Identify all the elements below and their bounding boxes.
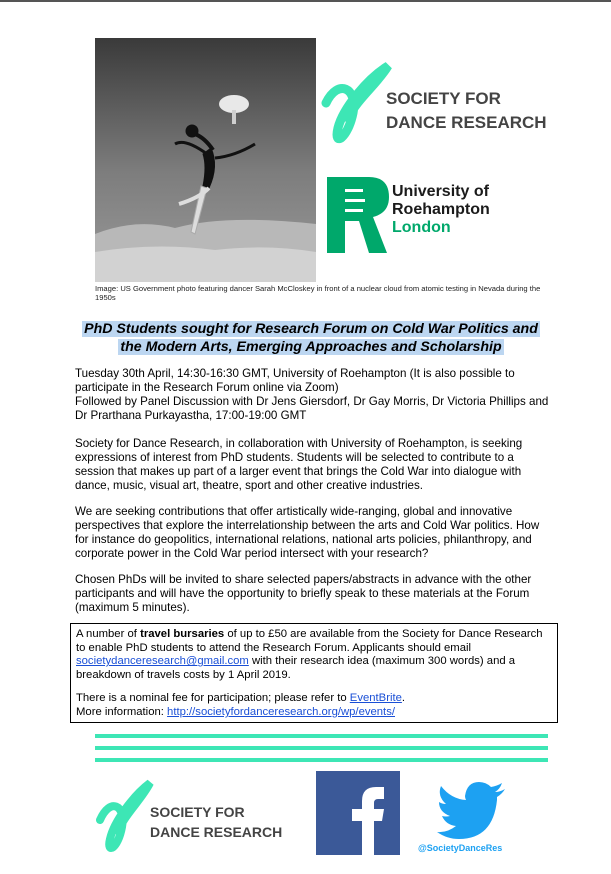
uni-line3: London xyxy=(392,219,451,236)
uni-line1: University of xyxy=(392,183,489,200)
top-rule xyxy=(0,0,611,2)
roehampton-logo-text xyxy=(392,183,490,237)
sdr-logo-line2: DANCE RESEARCH xyxy=(386,113,547,132)
email-link[interactable]: societydanceresearch@gmail.com xyxy=(76,655,249,668)
twitter-handle[interactable]: @SocietyDanceRes xyxy=(418,843,503,853)
headline-line2: the Modern Arts, Emerging Approaches and Scholarship xyxy=(120,339,502,355)
sdr-logo xyxy=(318,58,558,158)
para-intro: Society for Dance Research, in collaboration with University of Roehampton, is seeking expressions of interest from PhD students. Students will be selected to contribute to a session that makes up part of a larger event that brings the Cold War into dialogue with dance, music, visual art, theatre, sport and other creative industries. xyxy=(75,437,523,492)
headline xyxy=(76,320,546,356)
event-details xyxy=(75,367,555,423)
accent-stripes xyxy=(95,734,548,770)
details-line1: Tuesday 30th April, 14:30-16:30 GMT, University of Roehampton (It is also possible to participate in the Research Forum online via Zoom) xyxy=(75,367,515,394)
footer-sdr-logo xyxy=(92,775,302,857)
footer-sdr-line1: SOCIETY FOR xyxy=(150,804,245,820)
bursary-text: A number of travel bursaries of up to £50 are available from the Society for Dance Research to enable PhD students to attend the Research Forum. Applicants should email societydanceresearch@gmail.com with their research idea (maximum 300 words) and a breakdown of travels costs by 1 April 2019. xyxy=(76,628,543,681)
fee-line: There is a nominal fee for participation; please refer to EventBrite. xyxy=(76,692,406,705)
footer-sdr-line2: DANCE RESEARCH xyxy=(150,824,283,840)
more-info-line: More information: http://societyfordanceresearch.org/wp/events/ xyxy=(76,705,395,718)
facebook-icon[interactable] xyxy=(316,771,400,855)
uni-line2: Roehampton xyxy=(392,201,490,218)
details-line2: Followed by Panel Discussion with Dr Jens Giersdorf, Dr Gay Morris, Dr Victoria Phillips and Dr Prarthana Purkayastha, 17:00-19:00 GMT xyxy=(75,395,549,422)
headline-line1: PhD Students sought for Research Forum on Cold War Politics and xyxy=(84,321,538,337)
para-contributions: We are seeking contributions that offer artistically wide-ranging, global and innovative perspectives that explore the interrelationship between the arts and Cold War politics. How for instance do geopolitics, international relations, national arts policies, philanthropy, and corporate power in the Cold War period intersect with your research? xyxy=(75,505,540,560)
dancer-photo xyxy=(95,38,316,282)
photo-caption: Image: US Government photo featuring dancer Sarah McCloskey in front of a nuclear cloud from atomic testing in Nevada during the 1950s xyxy=(95,284,541,302)
eventbrite-link[interactable]: EventBrite xyxy=(349,692,402,705)
sdr-logo-line1: SOCIETY FOR xyxy=(386,89,501,108)
bursary-box xyxy=(70,623,558,723)
para-chosen: Chosen PhDs will be invited to share selected papers/abstracts in advance with the other participants and will have the opportunity to briefly speak to these materials at the Forum (maximum 5 minutes). xyxy=(75,573,532,614)
twitter-icon[interactable] xyxy=(437,782,507,840)
events-url-link[interactable]: http://societyfordanceresearch.org/wp/events/ xyxy=(167,705,395,718)
